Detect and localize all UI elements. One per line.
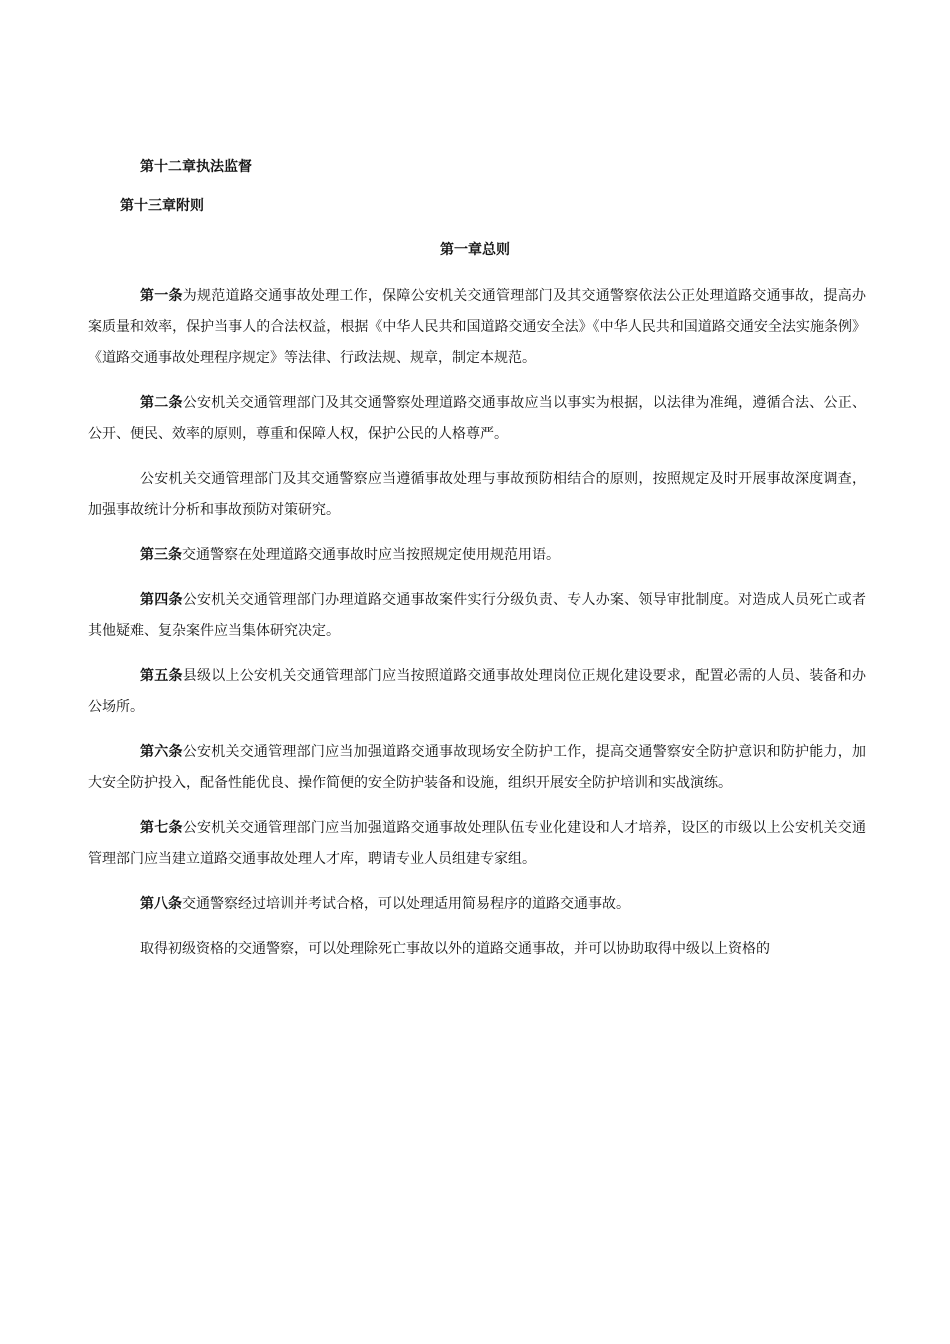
- paragraph: [88, 585, 866, 647]
- article-number: 第五条: [140, 668, 183, 684]
- article-number: 第七条: [140, 820, 183, 836]
- paragraph: [88, 889, 866, 920]
- paragraph-text: 公安机关交通管理部门及其交通警察应当遵循事故处理与事故预防相结合的原则，按照规定及时开展事故深度调查，加强事故统计分析和事故预防对策研究。: [88, 471, 866, 518]
- article-number: 第八条: [140, 896, 182, 912]
- paragraph-text: 公安机关交通管理部门办理道路交通事故案件实行分级负责、专人办案、领导审批制度。对造成人员死亡或者其他疑难、复杂案件应当集体研究决定。: [88, 592, 867, 639]
- chapter-title: 第一章总则: [440, 242, 510, 258]
- paragraph: [88, 540, 866, 571]
- paragraph: [88, 737, 866, 799]
- paragraph-text: 公安机关交通管理部门应当加强道路交通事故处理队伍专业化建设和人才培养，设区的市级以上公安机关交通管理部门应当建立道路交通事故处理人才库，聘请专业人员组建专家组。: [88, 820, 867, 867]
- document-body: [88, 281, 866, 979]
- paragraph: [88, 464, 866, 526]
- paragraph-text: 公安机关交通管理部门应当加强道路交通事故现场安全防护工作，提高交通警察安全防护意识和防护能力，加大安全防护投入，配备性能优良、操作简便的安全防护装备和设施，组织开展安全防护培训和实战演练。: [88, 744, 867, 791]
- paragraph-text: 公安机关交通管理部门及其交通警察处理道路交通事故应当以事实为根据，以法律为准绳，遵循合法、公正、公开、便民、效率的原则，尊重和保障人权，保护公民的人格尊严。: [88, 395, 867, 442]
- toc-chapter-13: 第十三章附则: [120, 198, 204, 214]
- paragraph-text: 取得初级资格的交通警察，可以处理除死亡事故以外的道路交通事故，并可以协助取得中级以上资格的: [140, 941, 770, 957]
- article-number: 第二条: [140, 395, 183, 411]
- paragraph: [88, 934, 866, 965]
- toc-chapter-12: 第十二章执法监督: [140, 159, 252, 175]
- article-number: 第六条: [140, 744, 183, 760]
- paragraph: [88, 388, 866, 450]
- paragraph-text: 县级以上公安机关交通管理部门应当按照道路交通事故处理岗位正规化建设要求，配置必需的人员、装备和办公场所。: [88, 668, 867, 715]
- article-number: 第一条: [140, 288, 183, 304]
- paragraph-text: 为规范道路交通事故处理工作，保障公安机关交通管理部门及其交通警察依法公正处理道路交通事故，提高办案质量和效率，保护当事人的合法权益，根据《中华人民共和国道路交通安全法》《中华人民共和国道路交通安全法实施条例》《道路交通事故处理程序规定》等法律、行政法规、规章，制定本规范。: [88, 288, 867, 366]
- paragraph-text: 交通警察在处理道路交通事故时应当按照规定使用规范用语。: [182, 547, 560, 563]
- paragraph: [88, 813, 866, 875]
- article-number: 第三条: [140, 547, 182, 563]
- article-number: 第四条: [140, 592, 183, 608]
- paragraph: [88, 661, 866, 723]
- paragraph: [88, 281, 866, 374]
- paragraph-text: 交通警察经过培训并考试合格，可以处理适用简易程序的道路交通事故。: [182, 896, 630, 912]
